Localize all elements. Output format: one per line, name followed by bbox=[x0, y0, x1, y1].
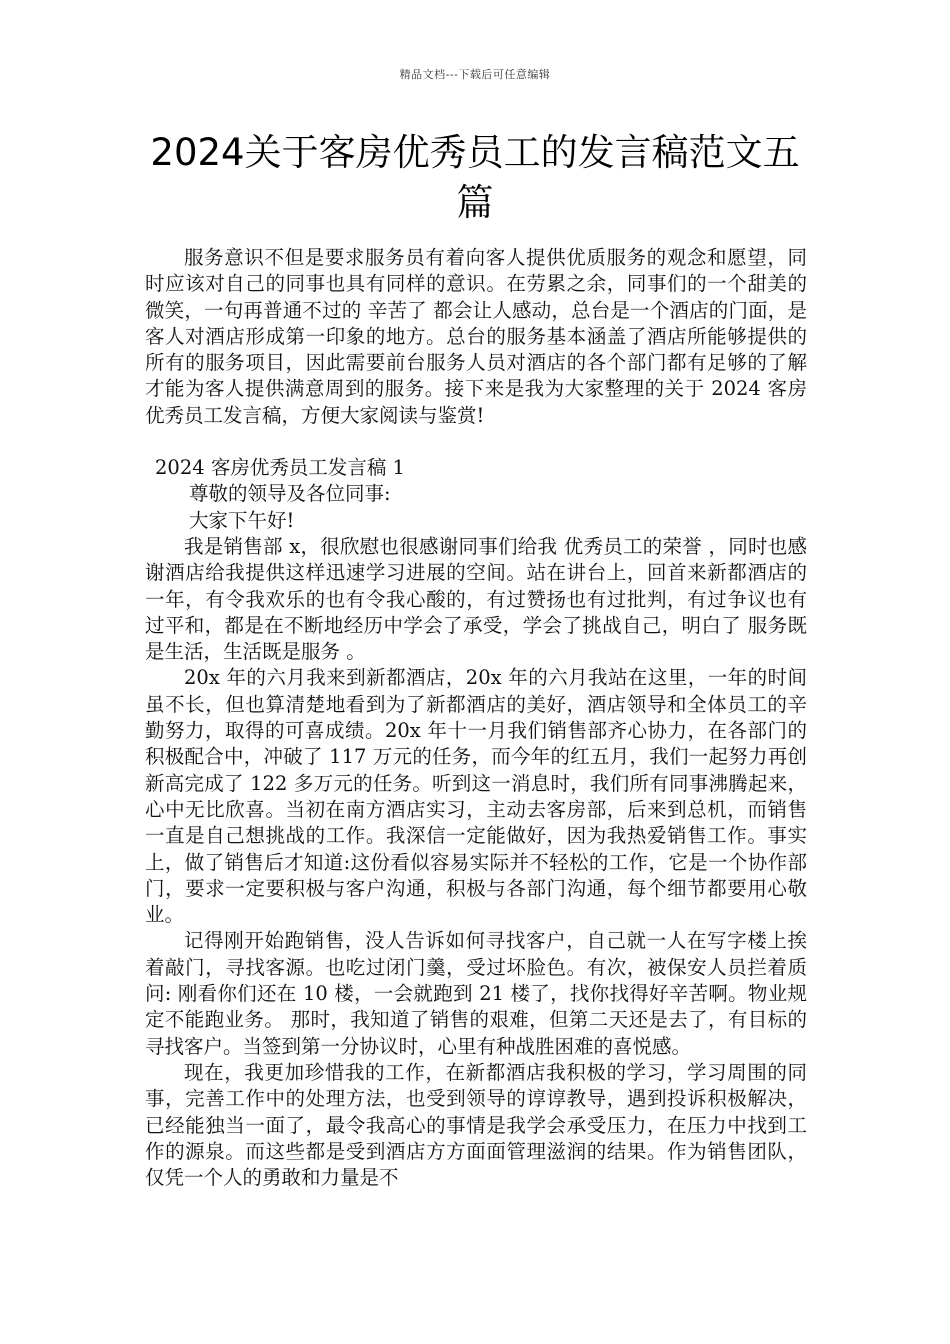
body-paragraph: 现在，我更加珍惜我的工作，在新都酒店我积极的学习，学习周围的同事，完善工作中的处理方法，也受到领导的谆谆教导，遇到投诉积极解决，已经能独当一面了，最令我高心的事情是我学会承受压力，在压力中找到工作的源泉。而这些都是受到酒店方方面面管理滋润的结果。作为销售团队，仅凭一个人的勇敢和力量是不 bbox=[145, 1060, 807, 1190]
greeting: 大家下午好! bbox=[189, 508, 295, 532]
header-note: 精品文档---下载后可任意编辑 bbox=[399, 68, 551, 81]
body-paragraph: 记得刚开始跑销售，没人告诉如何寻找客户，自己就一人在写字楼上挨着敲门，寻找客源。也吃过闭门羹，受过坏脸色。有次，被保安人员拦着质问: 刚看你们还在 10 楼，一会就跑到 21 楼了，找你找得好辛苦啊。物业规定不能跑业务。 那时，我知道了销售的艰难，但第二天还是去了，有目标的寻找客户。当签到第一分协议时，心里有种战胜困难的喜悦感。 bbox=[145, 929, 807, 1058]
document-body bbox=[145, 245, 807, 1191]
paragraph-gap bbox=[145, 429, 807, 455]
salutation: 尊敬的领导及各位同事: bbox=[189, 482, 391, 506]
body-paragraph: 我是销售部 x，很欣慰也很感谢同事们给我 优秀员工的荣誉 ，同时也感谢酒店给我提供这样迅速学习进展的空间。站在讲台上，回首来新都酒店的一年，有令我欢乐的也有令我心酸的，有过赞扬也有过批判，有过争议也有过平和，都是在不断地经历中学会了承受，学会了挑战自己，明白了 服务既是生活，生活既是服务 。 bbox=[145, 534, 807, 664]
body-paragraph: 20x 年的六月我来到新都酒店，20x 年的六月我站在这里，一年的时间虽不长，但也算清楚地看到为了新都酒店的美好，酒店领导和全体员工的辛勤努力，取得的可喜成绩。20x 年十一月我们销售部齐心协力，在各部门的积极配合中，冲破了 117 万元的任务，而今年的红五月，我们一起努力再创新高完成了 122 多万元的任务。听到这一消息时，我们所有同事沸腾起来，心中无比欣喜。当初在南方酒店实习，主动去客房部，后来到总机，而销售一直是自己想挑战的工作。我深信一定能做好，因为我热爱销售工作。事实上，做了销售后才知道:这份看似容易实际并不轻松的工作，它是一个协作部门，要求一定要积极与客户沟通，积极与各部门沟通，每个细节都要用心敬业。 bbox=[145, 666, 807, 927]
intro-paragraph: 服务意识不但是要求服务员有着向客人提供优质服务的观念和愿望，同时应该对自己的同事也具有同样的意识。在劳累之余，同事们的一个甜美的微笑，一句再普通不过的 辛苦了 都会让人感动，总台是一个酒店的门面，是客人对酒店形成第一印象的地方。总台的服务基本涵盖了酒店所能够提供的所有的服务项目，因此需要前台服务人员对酒店的各个部门都有足够的了解才能为客人提供满意周到的服务。接下来是我为大家整理的关于 2024 客房优秀员工发言稿，方便大家阅读与鉴赏! bbox=[145, 246, 807, 427]
section-heading: 2024 客房优秀员工发言稿 1 bbox=[155, 456, 405, 480]
document-title: 2024关于客房优秀员工的发言稿范文五篇 bbox=[150, 131, 800, 224]
